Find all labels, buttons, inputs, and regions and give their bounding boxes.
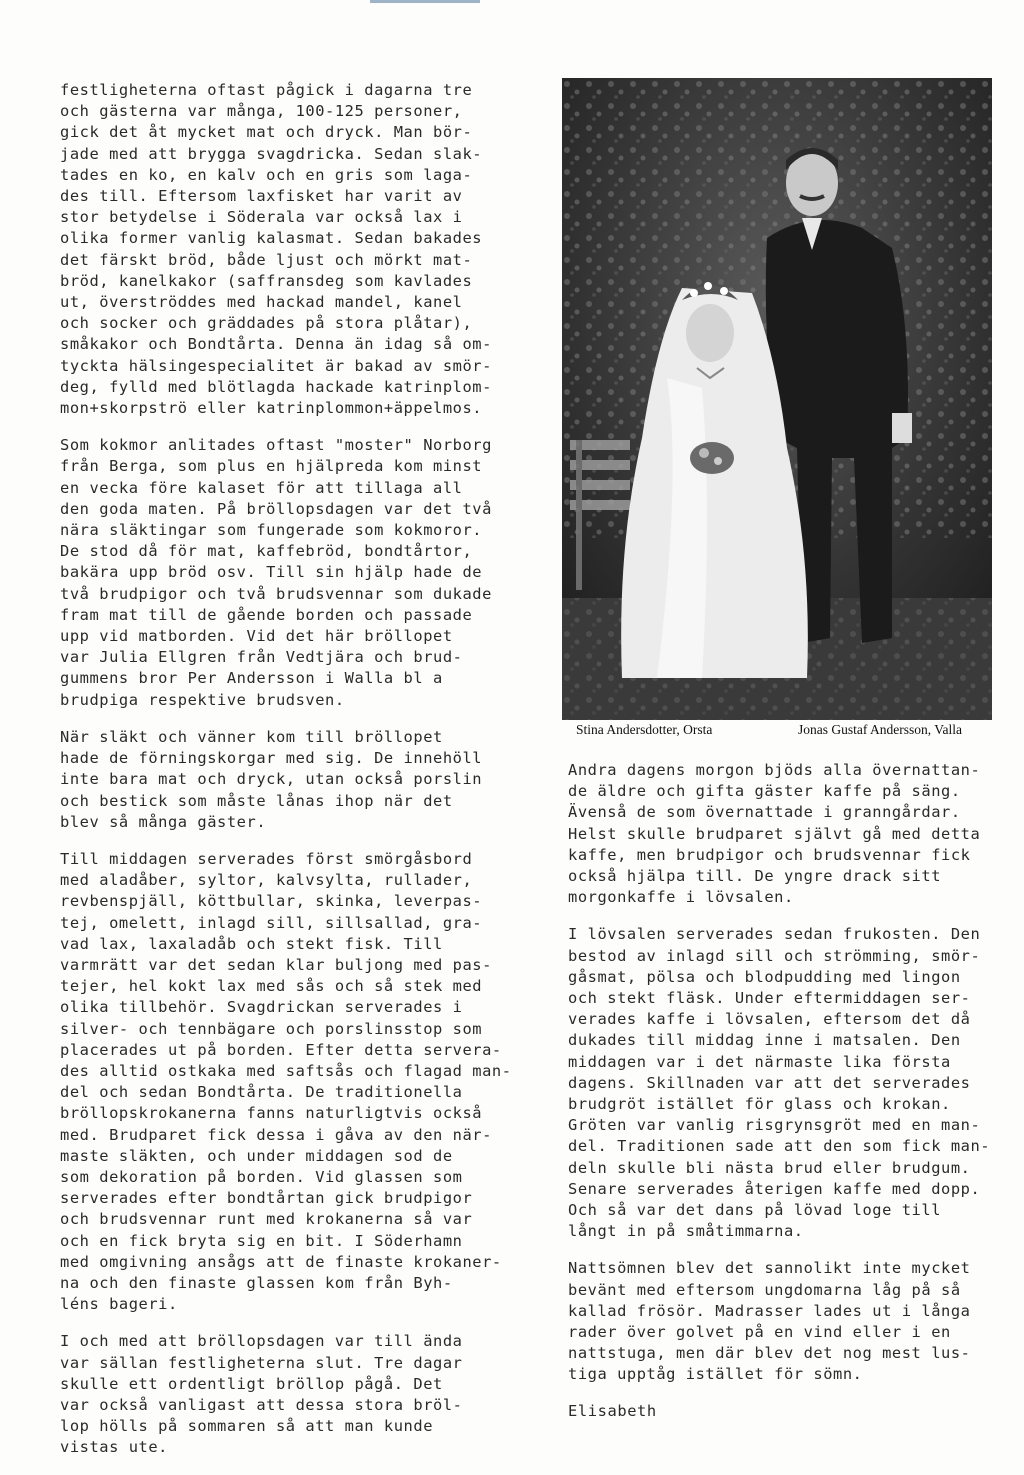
text-line: som dekoration på borden. Vid glassen som bbox=[60, 1167, 463, 1186]
text-line: deg, fylld med blötlagda hackade katrinplom- bbox=[60, 377, 492, 396]
text-line: Till middagen serverades först smörgåsbord bbox=[60, 849, 473, 868]
text-line: tiga upptåg istället för sömn. bbox=[568, 1365, 863, 1384]
text-line: inte bara mat och dryck, utan också porslin bbox=[60, 770, 483, 789]
text-line: olika tillbehör. Svagdrickan serverades i bbox=[60, 998, 463, 1017]
text-line: morgonkaffe i lövsalen. bbox=[568, 888, 794, 907]
text-line: kallad frösör. Madrasser lades ut i långa bbox=[568, 1301, 971, 1320]
text-line: var Julia Ellgren från Vedtjära och brud- bbox=[60, 648, 463, 667]
text-line: och stekt fläsk. Under eftermiddagen ser- bbox=[568, 989, 971, 1008]
text-line: vad lax, laxaladåb och stekt fisk. Till bbox=[60, 934, 443, 953]
wedding-photograph bbox=[562, 78, 992, 720]
text-line: brudgröt istället för glass och krokan. bbox=[568, 1095, 951, 1114]
author-signature: Elisabeth bbox=[568, 1401, 657, 1420]
paragraph bbox=[568, 1258, 998, 1385]
photo-caption-bride: Stina Andersdotter, Orsta bbox=[576, 722, 713, 737]
text-line: Helst skulle brudparet självt gå med detta bbox=[568, 824, 981, 843]
text-line: småkakor och Bondtårta. Denna än idag så om- bbox=[60, 335, 492, 354]
text-line: des till. Eftersom laxfisket har varit av bbox=[60, 187, 463, 206]
text-line: en vecka före kalaset för att tillaga all bbox=[60, 478, 463, 497]
text-line: vistas ute. bbox=[60, 1438, 168, 1457]
text-line: maste släkten, och under middagen sod de bbox=[60, 1146, 453, 1165]
text-line: hade de förningskorgar med sig. De innehöll bbox=[60, 749, 483, 768]
text-line: lop hölls på sommaren så att man kunde bbox=[60, 1417, 434, 1436]
text-line: bröllopskrokanerna fanns naturligtvis också bbox=[60, 1104, 483, 1123]
wedding-photo-illustration bbox=[562, 78, 992, 720]
text-line: och gästerna var många, 100-125 personer, bbox=[60, 102, 463, 121]
text-line: Gröten var vanlig risgrynsgröt med en man- bbox=[568, 1116, 981, 1135]
text-line: gummens bror Per Andersson i Walla bl a bbox=[60, 669, 443, 688]
text-line: mon+skorpströ eller katrinplommon+äppelmos. bbox=[60, 399, 483, 418]
text-line: tejer, hel kokt lax med sås och så stek med bbox=[60, 977, 483, 996]
text-line: och brudsvennar runt med krokanerna så var bbox=[60, 1210, 473, 1229]
text-line: jade med att brygga svagdricka. Sedan slak- bbox=[60, 144, 483, 163]
text-line: kaffe, men brudpigor och brudsvennar fick bbox=[568, 845, 971, 864]
text-line: middagen var i det närmaste lika första bbox=[568, 1052, 951, 1071]
text-line: festligheterna oftast pågick i dagarna tre bbox=[60, 81, 473, 99]
text-line: med aladåber, syltor, kalvsylta, rullader, bbox=[60, 871, 473, 890]
text-line: I lövsalen serverades sedan frukosten. Den bbox=[568, 925, 981, 944]
text-line: placerades ut på borden. Efter detta servera- bbox=[60, 1040, 502, 1059]
paragraph bbox=[60, 1331, 520, 1458]
text-line: långt in på småtimmarna. bbox=[568, 1222, 804, 1241]
paragraph bbox=[60, 727, 520, 833]
text-line: bakära upp bröd osv. Till sin hjälp hade de bbox=[60, 563, 483, 582]
text-line: nattstuga, men där blev det nog mest lus- bbox=[568, 1344, 971, 1363]
text-line: ut, överströddes med hackad mandel, kanel bbox=[60, 293, 463, 312]
text-line: med omgivning ansågs att de finaste krokaner- bbox=[60, 1252, 502, 1271]
text-line: två brudpigor och två brudsvennar som dukade bbox=[60, 584, 492, 603]
text-line: del och sedan Bondtårta. De traditionella bbox=[60, 1083, 463, 1102]
text-line: bestod av inlagd sill och strömming, smör- bbox=[568, 946, 981, 965]
text-line: och socker och gräddades på stora plåtar), bbox=[60, 314, 473, 333]
text-line: gick det åt mycket mat och dryck. Man bör- bbox=[60, 123, 473, 142]
text-line: bevänt med eftersom ungdomarna låg på så bbox=[568, 1280, 961, 1299]
text-line: från Berga, som plus en hjälpreda kom minst bbox=[60, 457, 483, 476]
paragraph bbox=[60, 80, 520, 419]
text-line: bröd, kanelkakor (saffransdeg som kavlades bbox=[60, 271, 473, 290]
text-line: na och den finaste glassen kom från Byh- bbox=[60, 1273, 453, 1292]
text-line: olika former vanlig kalasmat. Sedan bakades bbox=[60, 229, 483, 248]
text-line: nära släktingar som fungerade som kokmoror. bbox=[60, 521, 483, 540]
photo-caption-groom: Jonas Gustaf Andersson, Valla bbox=[798, 722, 962, 737]
text-line: de äldre och gifta gäster kaffe på säng. bbox=[568, 782, 961, 801]
text-line: med. Brudparet fick dessa i gåva av den när- bbox=[60, 1125, 492, 1144]
text-line: fram mat till de gående borden och passade bbox=[60, 605, 473, 624]
text-line: Andra dagens morgon bjöds alla övernattan- bbox=[568, 761, 981, 779]
text-line: upp vid matborden. Vid det här bröllopet bbox=[60, 627, 453, 646]
left-text-column bbox=[60, 80, 520, 1475]
text-line: stor betydelse i Söderala var också lax i bbox=[60, 208, 463, 227]
top-edge-mark bbox=[370, 0, 480, 3]
text-line: också hjälpa till. De yngre drack sitt bbox=[568, 867, 942, 886]
text-line: blev så många gäster. bbox=[60, 812, 267, 831]
text-line: dagens. Skillnaden var att det serverades bbox=[568, 1073, 971, 1092]
paragraph bbox=[568, 760, 998, 908]
text-line: varmrätt var det sedan klar buljong med pas- bbox=[60, 955, 492, 974]
text-line: brudpiga respektive brudsven. bbox=[60, 690, 345, 709]
text-line: tades en ko, en kalv och en gris som laga- bbox=[60, 165, 473, 184]
text-line: serverades efter bondtårtan gick brudpigor bbox=[60, 1189, 473, 1208]
text-line: När släkt och vänner kom till bröllopet bbox=[60, 727, 443, 746]
text-line: verades kaffe i lövsalen, eftersom det då bbox=[568, 1010, 971, 1029]
text-line: den goda maten. På bröllopsdagen var det två bbox=[60, 499, 492, 518]
text-line: tyckta hälsingespecialitet är bakad av smör- bbox=[60, 356, 492, 375]
paragraph bbox=[60, 849, 520, 1315]
text-line: och bestick som måste lånas ihop när det bbox=[60, 791, 453, 810]
text-line: det färskt bröd, både ljust och mörkt mat- bbox=[60, 250, 473, 269]
right-text-column bbox=[568, 760, 998, 1420]
text-line: I och med att bröllopsdagen var till ända bbox=[60, 1332, 463, 1351]
text-line: rader över golvet på en vind eller i en bbox=[568, 1323, 951, 1342]
text-line: De stod då för mat, kaffebröd, bondtårtor, bbox=[60, 542, 473, 561]
text-line: Senare serverades återigen kaffe med dopp. bbox=[568, 1179, 981, 1198]
text-line: och en fick bryta sig en bit. I Söderhamn bbox=[60, 1231, 463, 1250]
paragraph bbox=[60, 435, 520, 711]
text-line: var också vanligast att dessa stora bröl- bbox=[60, 1395, 463, 1414]
text-line: gåsmat, pölsa och blodpudding med lingon bbox=[568, 967, 961, 986]
text-line: skulle ett ordentligt bröllop pågå. Det bbox=[60, 1374, 443, 1393]
text-line: del. Traditionen sade att den som fick man- bbox=[568, 1137, 991, 1156]
text-line: léns bageri. bbox=[60, 1295, 178, 1314]
text-line: revbenspjäll, köttbullar, skinka, leverpas- bbox=[60, 892, 483, 911]
text-line: silver- och tennbägare och porslinsstop som bbox=[60, 1019, 483, 1038]
text-line: Nattsömnen blev det sannolikt inte mycket bbox=[568, 1259, 971, 1278]
text-line: tej, omelett, inlagd sill, sillsallad, gra- bbox=[60, 913, 483, 932]
text-line: des alltid ostkaka med saftsås och flagad man- bbox=[60, 1061, 512, 1080]
text-line: Som kokmor anlitades oftast "moster" Norborg bbox=[60, 436, 492, 455]
text-line: Och så var det dans på lövad loge till bbox=[568, 1201, 942, 1220]
text-line: deln skulle bli nästa brud eller brudgum. bbox=[568, 1158, 971, 1177]
text-line: Ävenså de som övernattade i granngårdar. bbox=[568, 803, 961, 822]
paragraph bbox=[568, 924, 998, 1242]
text-line: dukades till middag inne i matsalen. Den bbox=[568, 1031, 961, 1050]
text-line: var sällan festligheterna slut. Tre dagar bbox=[60, 1353, 463, 1372]
